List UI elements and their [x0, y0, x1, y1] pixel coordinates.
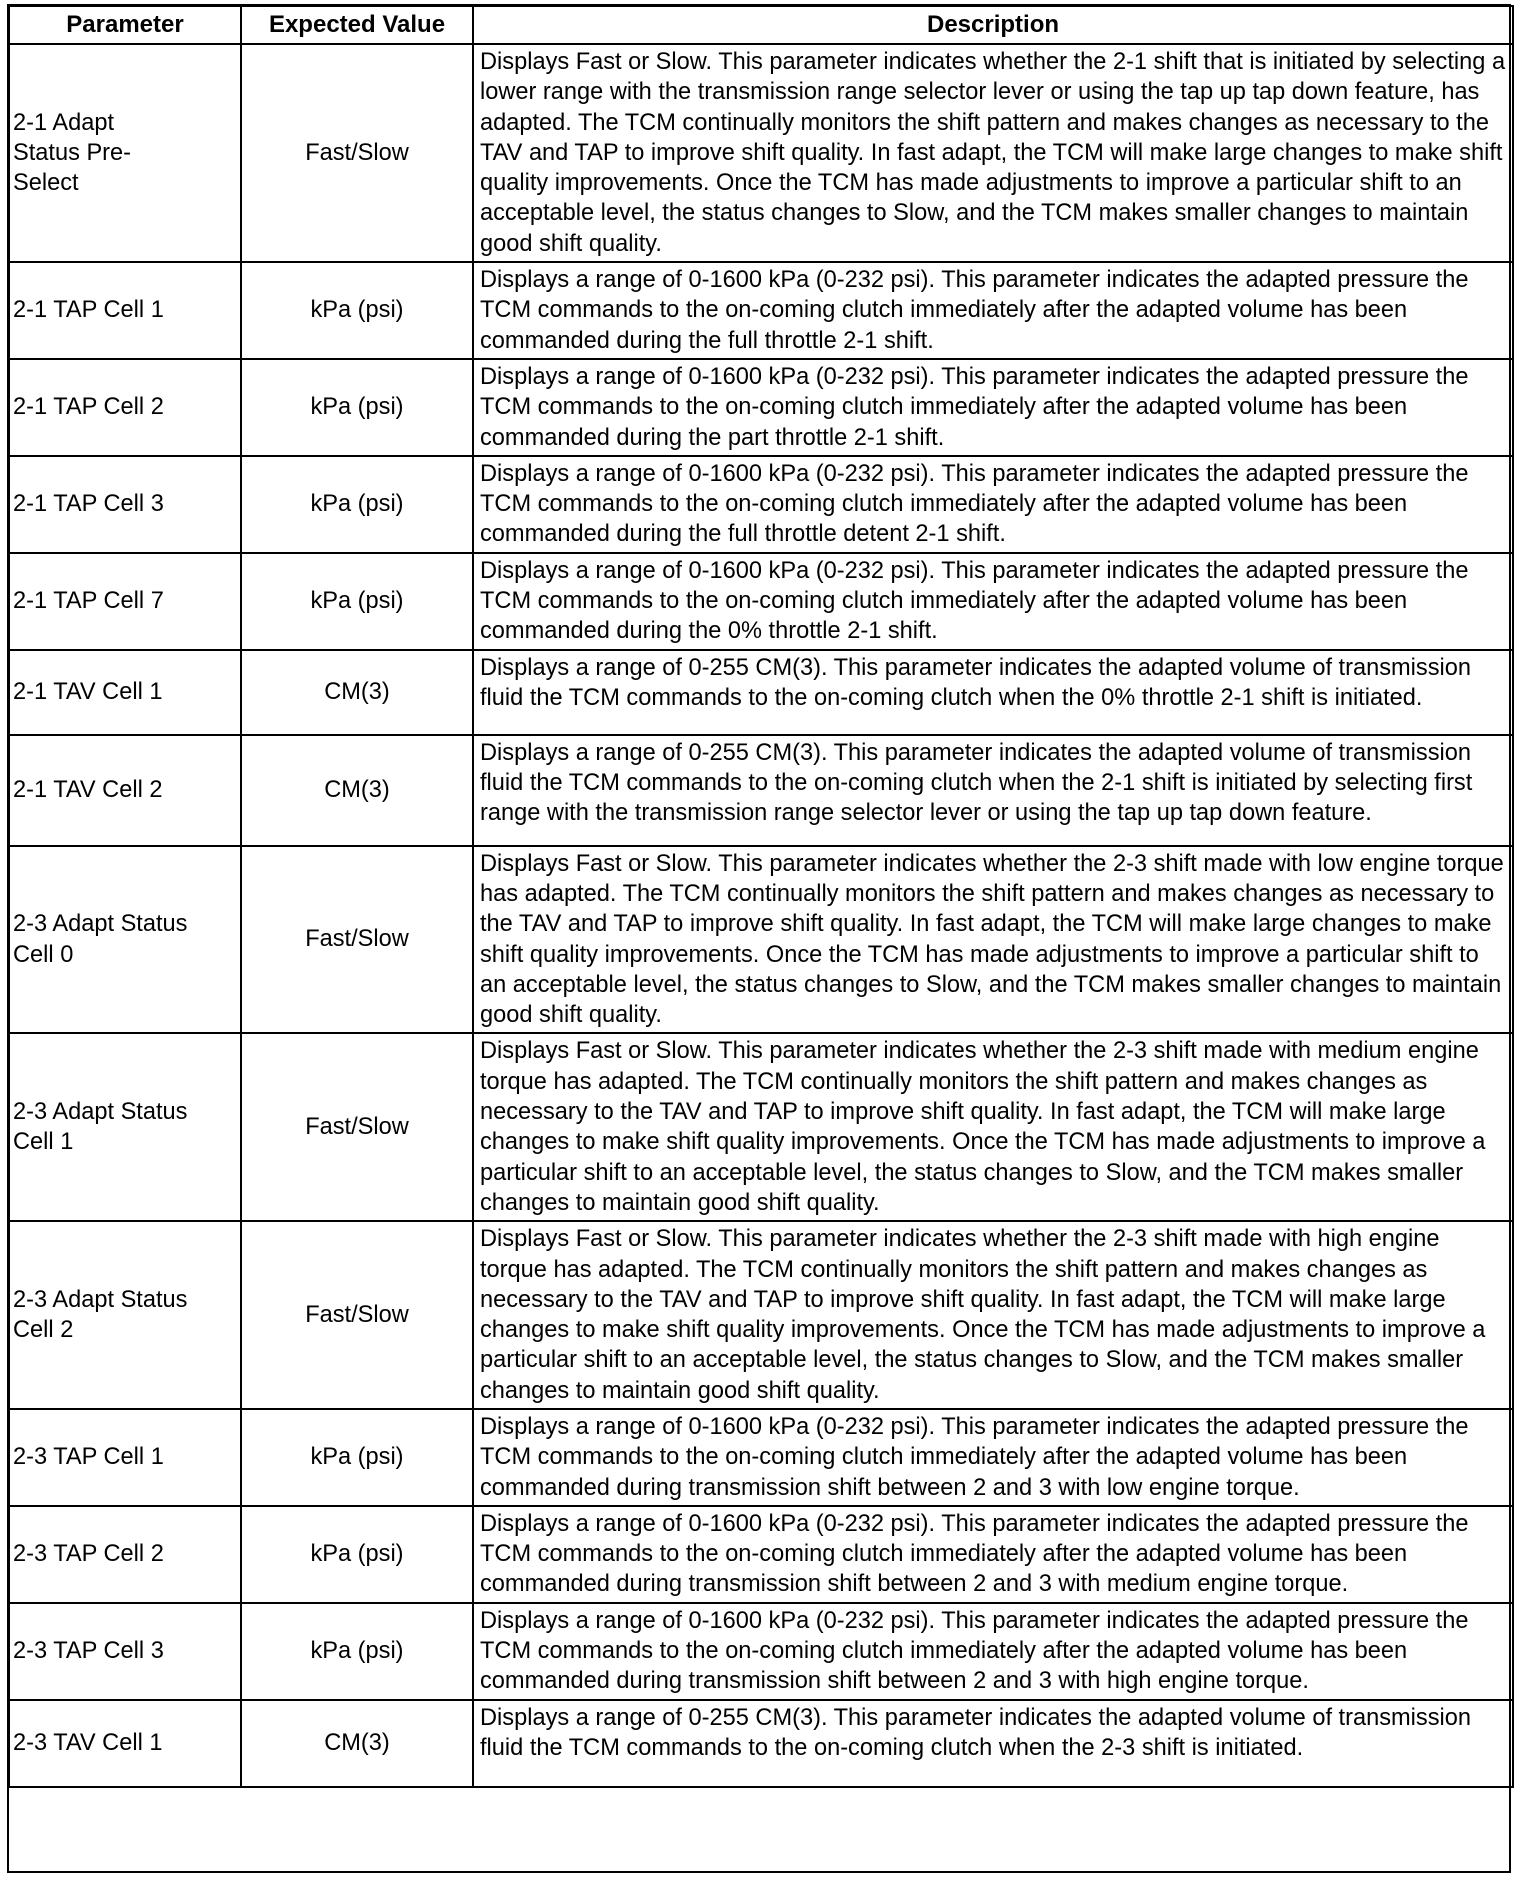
parameter-name: 2-3 Adapt Status Cell 2 — [13, 1286, 188, 1344]
cell-description: Displays Fast or Slow. This parameter indicates whether the 2-1 shift that is initiated by selecting a lower range with the transmission range selector lever or using the tap up tap down feature, has adapted. The TCM continually monitors the shift pattern and makes changes as necessary to the TAV and TAP to improve shift quality. In fast adapt, the TCM will make large changes to make shift quality improvements. Once the TCM has made adjustments to improve a particular shift to an acceptable level, the status changes to Slow, and the TCM makes smaller changes to maintain good shift quality. — [473, 44, 1513, 262]
parameter-name: 2-1 TAP Cell 2 — [13, 394, 164, 421]
table-row — [9, 1700, 1513, 1787]
cell-parameter — [9, 44, 241, 262]
parameter-name: 2-1 TAV Cell 2 — [13, 776, 163, 803]
table-row — [9, 1221, 1513, 1409]
cell-expected-value: Fast/Slow — [241, 1033, 473, 1221]
cell-parameter — [9, 1033, 241, 1221]
parameter-name: 2-1 TAV Cell 1 — [13, 678, 163, 705]
cell-parameter — [9, 359, 241, 456]
parameter-name: 2-1 TAP Cell 7 — [13, 588, 164, 615]
cell-description: Displays Fast or Slow. This parameter indicates whether the 2-3 shift made with high engine torque has adapted. The TCM continually monitors the shift pattern and makes changes as necessary to the TAV and TAP to improve shift quality. In fast adapt, the TCM will make large changes to make shift quality improvements. Once the TCM has made adjustments to improve a particular shift to an acceptable level, the status changes to Slow, and the TCM makes smaller changes to maintain good shift quality. — [473, 1221, 1513, 1409]
table-row — [9, 1409, 1513, 1506]
header-description: Description — [473, 6, 1513, 44]
table-row — [9, 1506, 1513, 1603]
cell-parameter — [9, 1506, 241, 1603]
parameter-name: 2-3 TAP Cell 2 — [13, 1541, 164, 1568]
cell-description: Displays a range of 0-1600 kPa (0-232 psi). This parameter indicates the adapted pressure the TCM commands to the on-coming clutch immediately after the adapted volume has been commanded during the full throttle detent 2-1 shift. — [473, 456, 1513, 553]
cell-description: Displays a range of 0-1600 kPa (0-232 psi). This parameter indicates the adapted pressure the TCM commands to the on-coming clutch immediately after the adapted volume has been commanded during the 0% throttle 2-1 shift. — [473, 553, 1513, 650]
cell-parameter — [9, 1409, 241, 1506]
table-header-row — [9, 6, 1513, 44]
cell-expected-value: kPa (psi) — [241, 262, 473, 359]
cell-expected-value: CM(3) — [241, 1700, 473, 1787]
cell-description: Displays a range of 0-1600 kPa (0-232 psi). This parameter indicates the adapted pressure the TCM commands to the on-coming clutch immediately after the adapted volume has been commanded during the part throttle 2-1 shift. — [473, 359, 1513, 456]
cell-expected-value: kPa (psi) — [241, 1409, 473, 1506]
cell-description: Displays a range of 0-255 CM(3). This parameter indicates the adapted volume of transmission fluid the TCM commands to the on-coming clutch when the 0% throttle 2-1 shift is initiated. — [473, 650, 1513, 735]
cell-expected-value: kPa (psi) — [241, 553, 473, 650]
table-row — [9, 1603, 1513, 1700]
table-row — [9, 262, 1513, 359]
cell-parameter — [9, 262, 241, 359]
cell-expected-value: kPa (psi) — [241, 1603, 473, 1700]
cell-parameter — [9, 553, 241, 650]
parameter-name: 2-1 TAP Cell 1 — [13, 297, 164, 324]
table-row — [9, 735, 1513, 846]
cell-description: Displays a range of 0-1600 kPa (0-232 psi). This parameter indicates the adapted pressure the TCM commands to the on-coming clutch immediately after the adapted volume has been commanded during the full throttle 2-1 shift. — [473, 262, 1513, 359]
cell-description: Displays a range of 0-255 CM(3). This parameter indicates the adapted volume of transmission fluid the TCM commands to the on-coming clutch when the 2-1 shift is initiated by selecting first range with the transmission range selector lever or using the tap up tap down feature. — [473, 735, 1513, 846]
cell-parameter — [9, 1603, 241, 1700]
cell-expected-value: Fast/Slow — [241, 846, 473, 1034]
table-row — [9, 553, 1513, 650]
cell-expected-value: kPa (psi) — [241, 359, 473, 456]
cell-description: Displays a range of 0-1600 kPa (0-232 psi). This parameter indicates the adapted pressure the TCM commands to the on-coming clutch immediately after the adapted volume has been commanded during transmission shift between 2 and 3 with low engine torque. — [473, 1409, 1513, 1506]
cell-parameter — [9, 846, 241, 1034]
cell-description: Displays a range of 0-1600 kPa (0-232 psi). This parameter indicates the adapted pressure the TCM commands to the on-coming clutch immediately after the adapted volume has been commanded during transmission shift between 2 and 3 with medium engine torque. — [473, 1506, 1513, 1603]
cell-parameter — [9, 1700, 241, 1787]
cell-parameter — [9, 456, 241, 553]
cell-description: Displays a range of 0-255 CM(3). This parameter indicates the adapted volume of transmission fluid the TCM commands to the on-coming clutch when the 2-3 shift is initiated. — [473, 1700, 1513, 1787]
cell-parameter — [9, 1221, 241, 1409]
cell-expected-value: Fast/Slow — [241, 44, 473, 262]
cell-description: Displays a range of 0-1600 kPa (0-232 psi). This parameter indicates the adapted pressure the TCM commands to the on-coming clutch immediately after the adapted volume has been commanded during transmission shift between 2 and 3 with high engine torque. — [473, 1603, 1513, 1700]
parameter-name: 2-1 Adapt Status Pre-Select — [13, 109, 132, 197]
header-expected-value: Expected Value — [241, 6, 473, 44]
parameter-name: 2-3 Adapt Status Cell 0 — [13, 911, 188, 968]
table-row — [9, 456, 1513, 553]
table-row — [9, 650, 1513, 735]
parameter-name: 2-3 Adapt Status Cell 1 — [13, 1099, 188, 1156]
table-row — [9, 1033, 1513, 1221]
parameter-name: 2-3 TAP Cell 3 — [13, 1638, 164, 1665]
cell-expected-value: kPa (psi) — [241, 1506, 473, 1603]
table-row — [9, 44, 1513, 262]
parameter-name: 2-3 TAP Cell 1 — [13, 1444, 164, 1471]
cell-parameter — [9, 735, 241, 846]
header-parameter: Parameter — [9, 6, 241, 44]
cell-description: Displays Fast or Slow. This parameter indicates whether the 2-3 shift made with low engine torque has adapted. The TCM continually monitors the shift pattern and makes changes as necessary to the TAV and TAP to improve shift quality. In fast adapt, the TCM will make large changes to make shift quality improvements. Once the TCM has made adjustments to improve a particular shift to an acceptable level, the status changes to Slow, and the TCM makes smaller changes to maintain good shift quality. — [473, 846, 1513, 1034]
parameter-table — [8, 5, 1514, 1788]
table-row — [9, 359, 1513, 456]
cell-parameter — [9, 650, 241, 735]
cell-description: Displays Fast or Slow. This parameter indicates whether the 2-3 shift made with medium engine torque has adapted. The TCM continually monitors the shift pattern and makes changes as necessary to the TAV and TAP to improve shift quality. In fast adapt, the TCM will make large changes to make shift quality improvements. Once the TCM has made adjustments to improve a particular shift to an acceptable level, the status changes to Slow, and the TCM makes smaller changes to maintain good shift quality. — [473, 1033, 1513, 1221]
table-body — [9, 44, 1513, 1787]
parameter-name: 2-1 TAP Cell 3 — [13, 491, 164, 518]
cell-expected-value: CM(3) — [241, 735, 473, 846]
cell-expected-value: CM(3) — [241, 650, 473, 735]
cell-expected-value: kPa (psi) — [241, 456, 473, 553]
table-row — [9, 846, 1513, 1034]
cell-expected-value: Fast/Slow — [241, 1221, 473, 1409]
parameter-name: 2-3 TAV Cell 1 — [13, 1730, 163, 1756]
